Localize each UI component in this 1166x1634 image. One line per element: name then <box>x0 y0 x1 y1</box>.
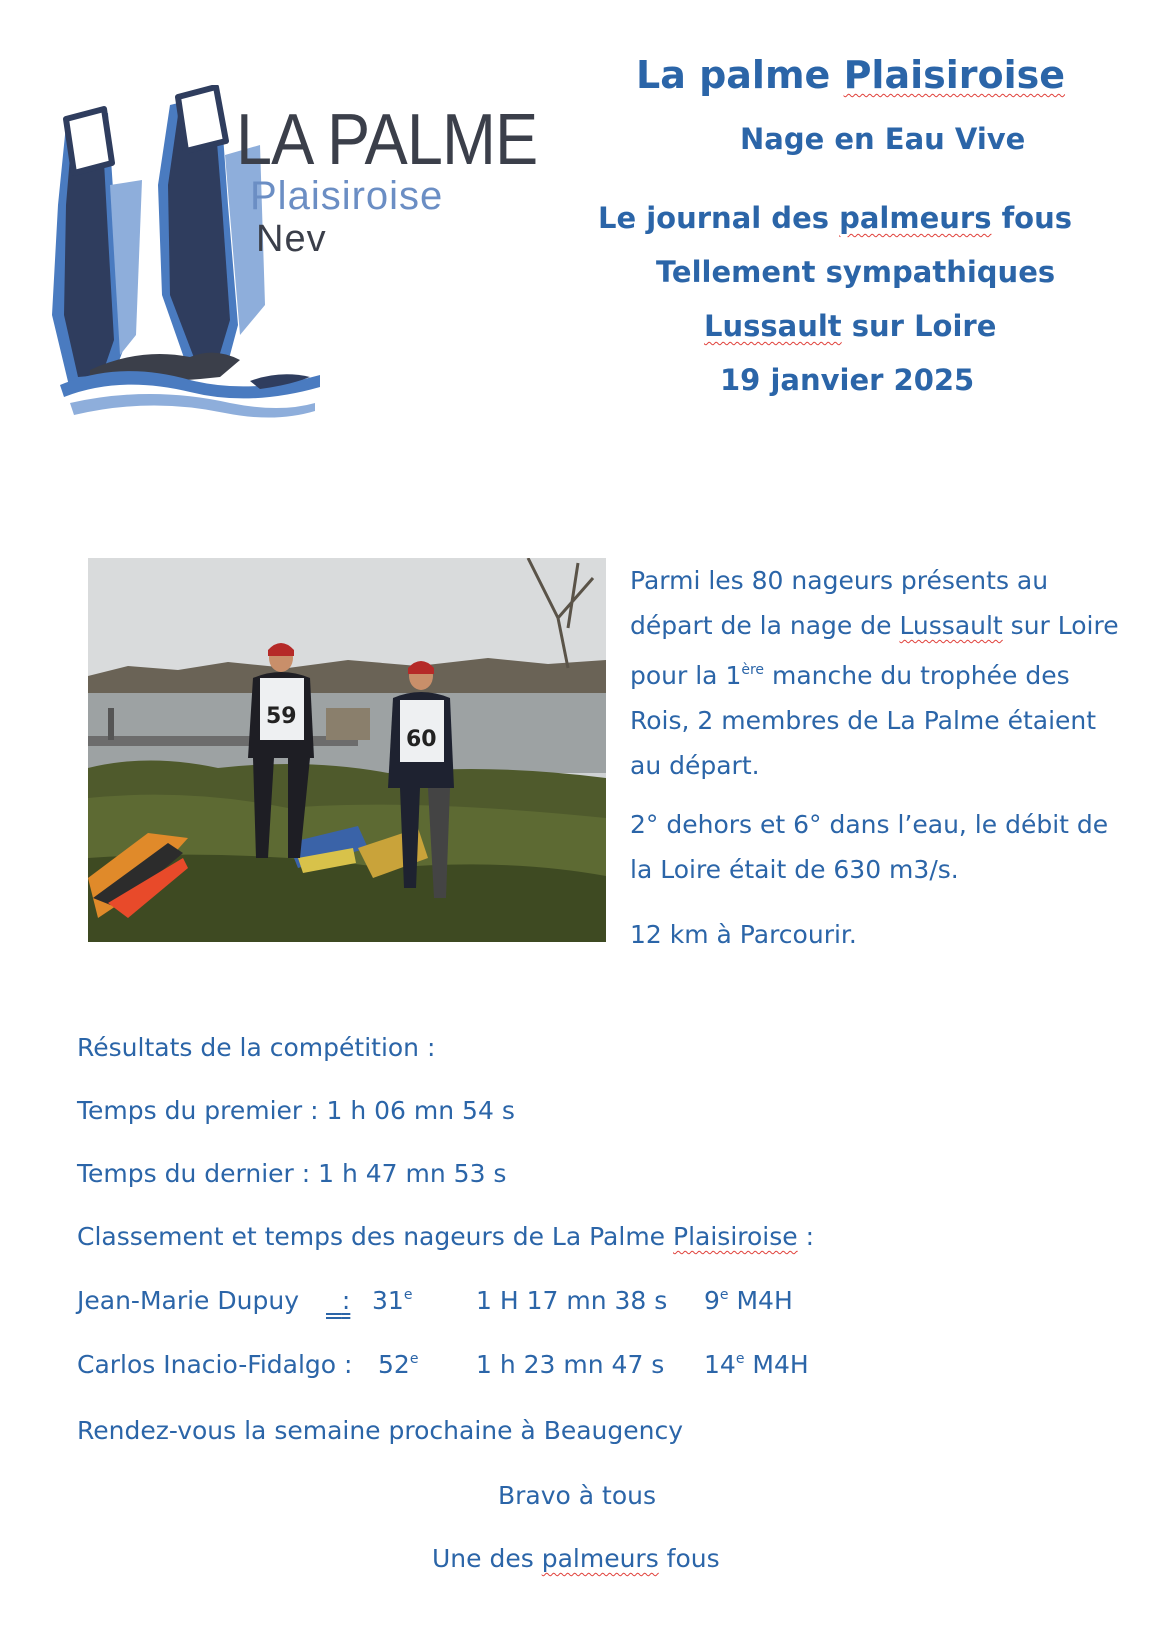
last-time: Temps du dernier : 1 h 47 mn 53 s <box>77 1159 507 1188</box>
next-event: Rendez-vous la semaine prochaine à Beaugency <box>77 1416 684 1445</box>
logo-subtitle: Plaisiroise <box>250 174 444 218</box>
swimmer-rank: 52e <box>378 1350 419 1379</box>
logo-tag: Nev <box>256 218 327 260</box>
ranking-heading: Classement et temps des nageurs de La Palme Plaisiroise : <box>77 1222 815 1251</box>
newsletter-subtitle: Nage en Eau Vive <box>740 122 1026 156</box>
swimmer-time: 1 H 17 mn 38 s <box>476 1286 668 1315</box>
swimmer-time: 1 h 23 mn 47 s <box>476 1350 665 1379</box>
swimmer-category: 9e M4H <box>704 1286 793 1315</box>
swimmer-name: Jean-Marie Dupuy <box>77 1286 299 1315</box>
header-date: 19 janvier 2025 <box>720 363 975 397</box>
swimmer-separator: : <box>341 1286 351 1315</box>
header-location: Lussault sur Loire <box>704 309 997 343</box>
swimmer-name: Carlos Inacio-Fidalgo : <box>77 1350 353 1379</box>
bravo-line: Bravo à tous <box>498 1481 657 1510</box>
results-heading: Résultats de la compétition : <box>77 1033 436 1062</box>
first-time: Temps du premier : 1 h 06 mn 54 s <box>77 1096 515 1125</box>
signature: Une des palmeurs fous <box>432 1544 720 1573</box>
swimmer-category: 14e M4H <box>704 1350 809 1379</box>
logo-title: LA PALME <box>236 100 538 180</box>
distance-paragraph: 12 km à Parcourir. <box>630 920 857 949</box>
bib-right-number: 60 <box>406 727 437 752</box>
header-line-sympathiques: Tellement sympathiques <box>656 255 1056 289</box>
swimmers-photo <box>88 558 606 942</box>
newsletter-title: La palme Plaisiroise <box>636 53 1066 97</box>
swimmer-rank: 31e <box>372 1286 413 1315</box>
conditions-paragraph: 2° dehors et 6° dans l’eau, le débit de la Loire était de 630 m3/s. <box>630 810 1109 884</box>
bib-left-number: 59 <box>266 704 297 729</box>
intro-paragraph: Parmi les 80 nageurs présents au départ de la nage de Lussault sur Loire pour la 1ère manche du trophée des Rois, 2 membres de La Palme étaient au départ. <box>630 566 1119 780</box>
header-line-journal: Le journal des palmeurs fous <box>598 201 1073 235</box>
